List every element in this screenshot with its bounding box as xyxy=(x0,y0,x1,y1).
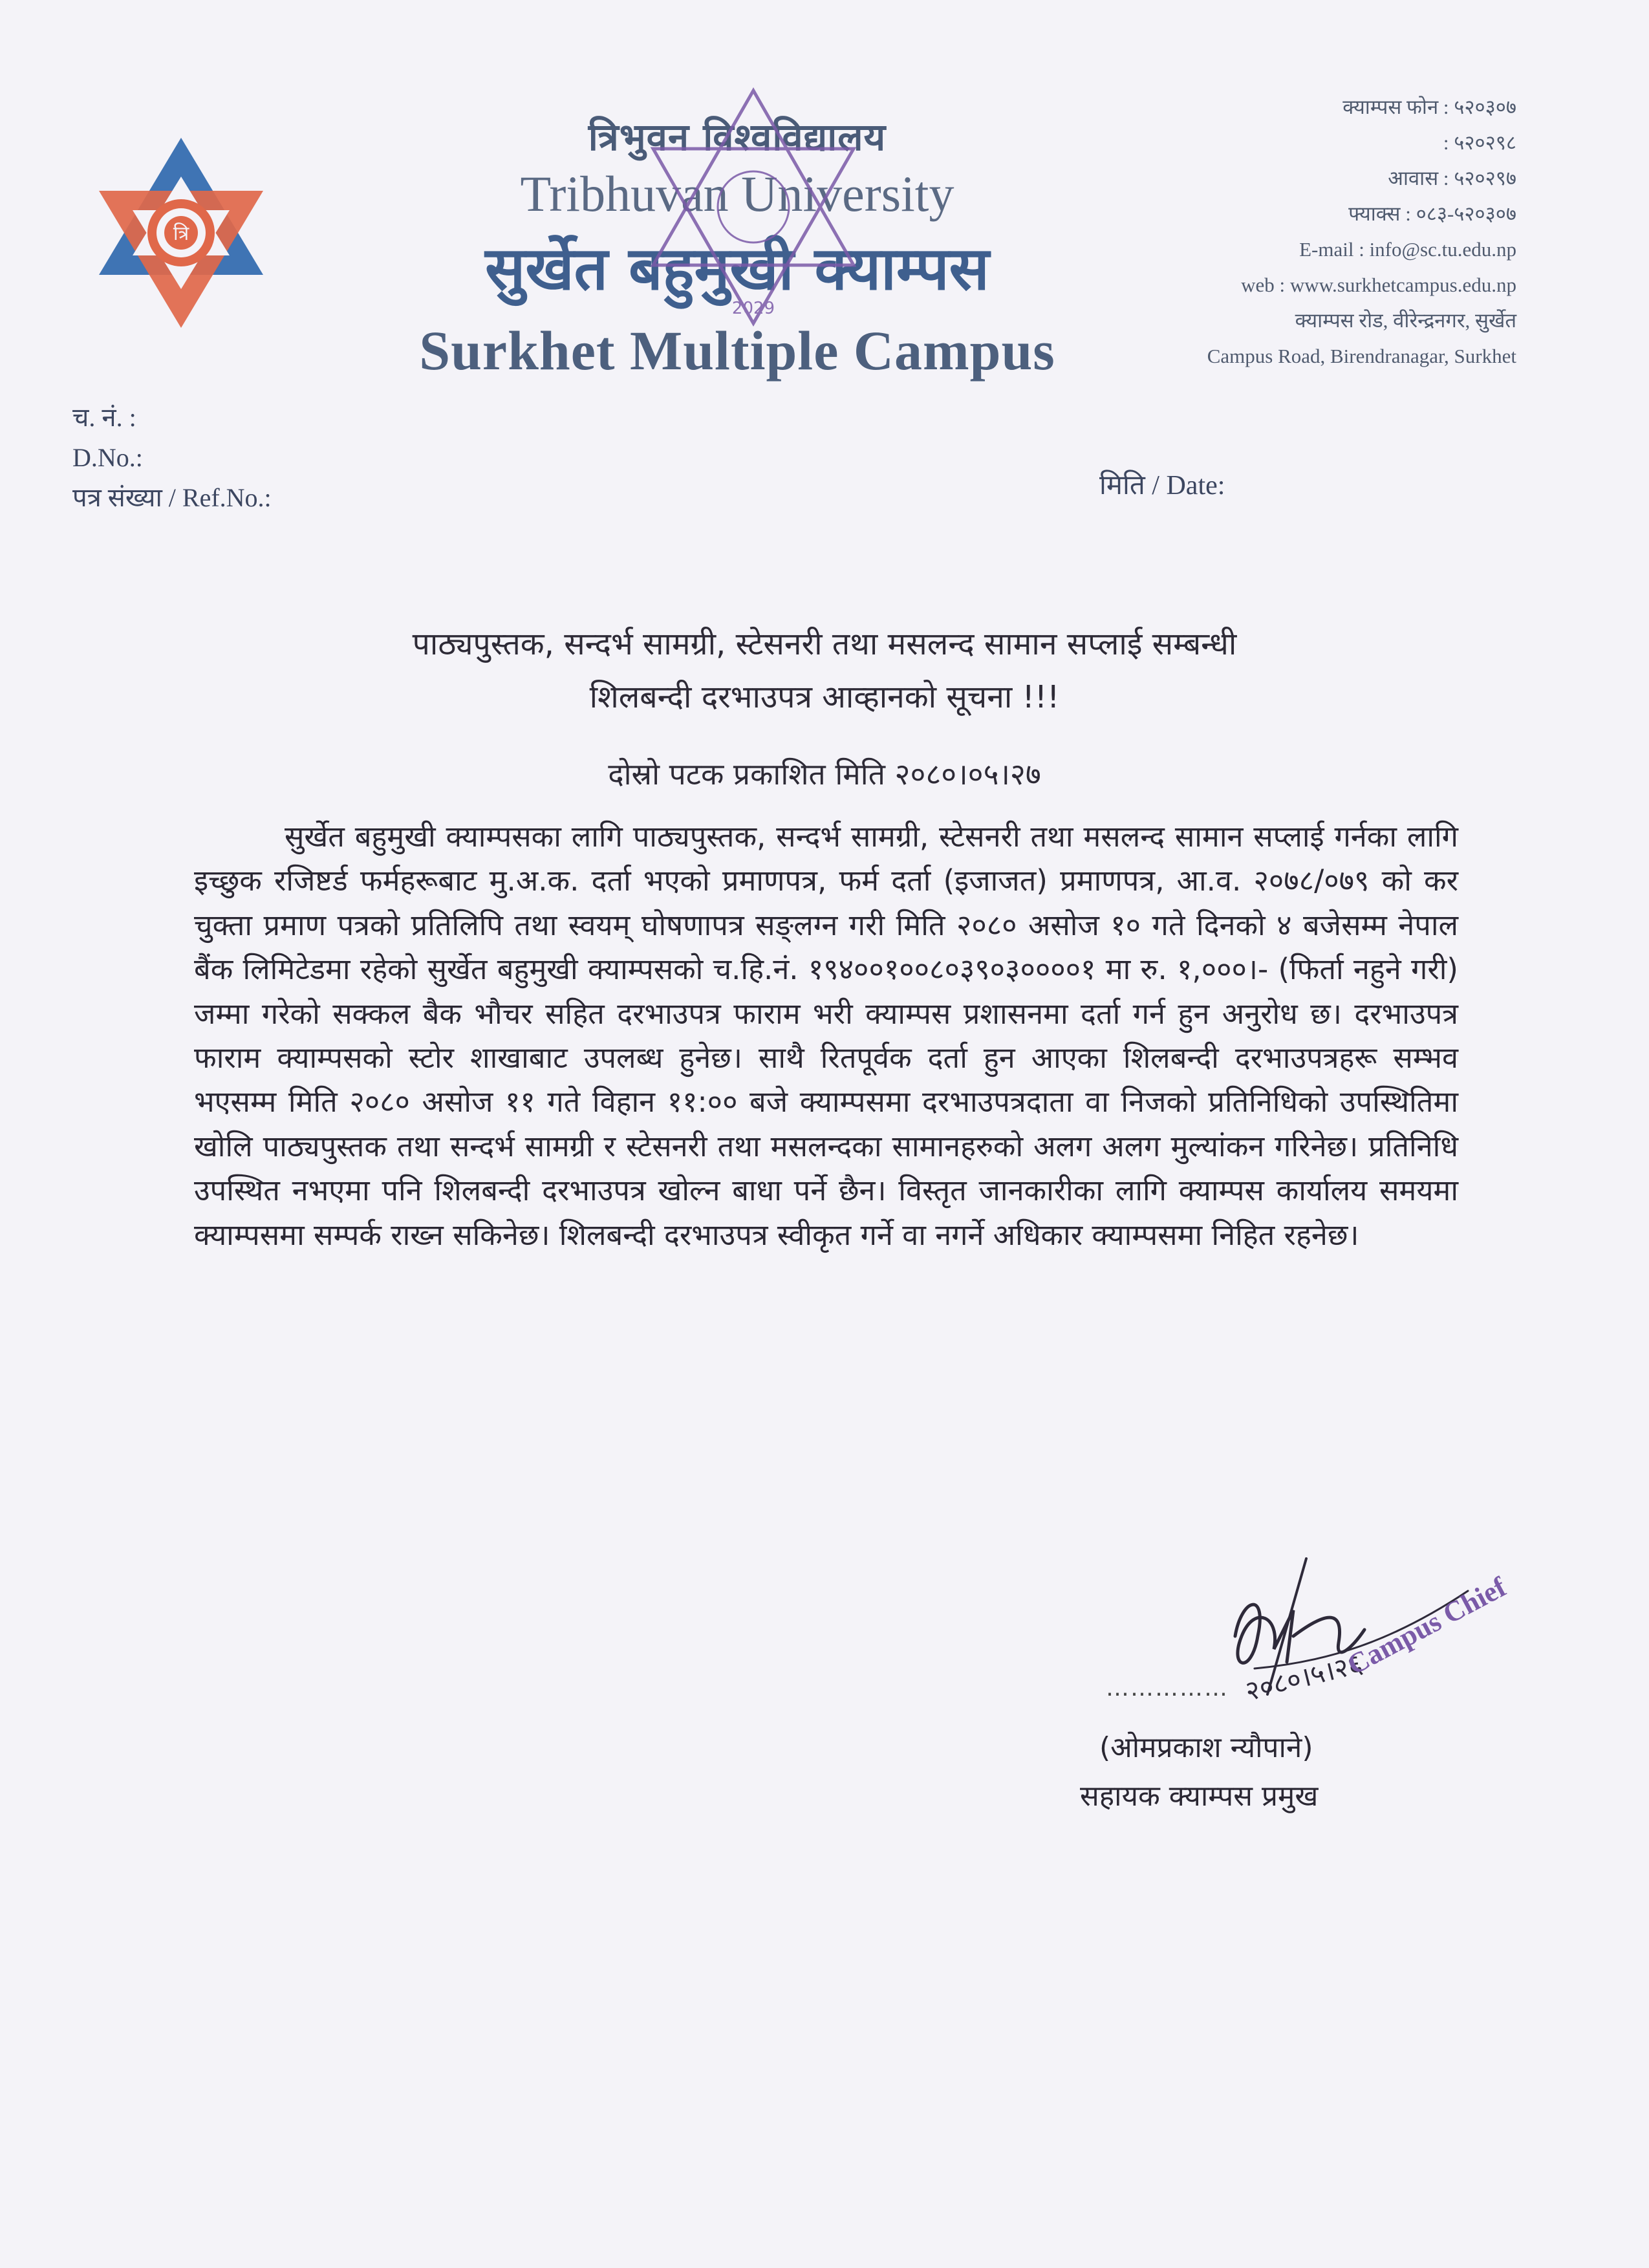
campus-name-np: सुर्खेत बहुमुखी क्याम्पस xyxy=(485,234,989,303)
contact-address-np: क्याम्पस रोड, वीरेन्द्रनगर, सुर्खेत xyxy=(1295,309,1516,332)
handwritten-signature xyxy=(1196,1539,1533,1733)
signature-date: २०८०।५।२६ xyxy=(1242,1647,1366,1707)
notice-body xyxy=(194,815,1458,1257)
signature-line: …………… xyxy=(1106,1675,1229,1701)
university-name-np: त्रिभुवन विश्वविद्यालय xyxy=(588,115,887,159)
contact-email: E-mail : info@sc.tu.edu.np xyxy=(1299,238,1516,261)
notice-title-line-2: शिलबन्दी दरभाउपत्र आव्हानको सूचना !!! xyxy=(589,679,1060,715)
cha-no-label: च. नं. : xyxy=(72,403,136,432)
stamp-year: 2029 xyxy=(731,299,775,318)
notice-title-line-1: पाठ्यपुस्तक, सन्दर्भ सामग्री, स्टेसनरी तथा मसलन्द सामान सप्लाई सम्बन्धी xyxy=(412,626,1237,662)
reference-block xyxy=(72,398,272,518)
published-date: दोस्रो पटक प्रकाशित मिति २०८०।०५।२७ xyxy=(608,757,1041,792)
date-label: मिति / Date: xyxy=(1099,471,1225,501)
campus-seal-stamp xyxy=(647,84,860,343)
notice-body-paragraph: सुर्खेत बहुमुखी क्याम्पसका लागि पाठ्यपुस्तक, सन्दर्भ सामग्री, स्टेसनरी तथा मसलन्द सामान सप्लाई गर्नका लागि इच्छुक रजिष्टर्ड फर्महरूबाट मु.अ.क. दर्ता भएको प्रमाणपत्र, फर्म दर्ता (इजाजत) प्रमाणपत्र, आ.व. २०७८/०७९ को कर चुक्ता प्रमाण पत्रको प्रतिलिपि तथा स्वयम् घोषणापत्र सङ्लग्न गरी मिति २०८० असोज १० गते दिनको ४ बजेसम्म नेपाल बैंक लिमिटेडमा रहेको सुर्खेत बहुमुखी क्याम्पसको च.हि.नं. १९४००१००८०३९०३००००१ मा रु. १,०००।- (फिर्ता नहुने गरी) जम्मा गरेको सक्कल बैक भौचर सहित दरभाउपत्र फाराम भरी क्याम्पस प्रशासनमा दर्ता गर्न हुन अनुरोध छ। दरभाउपत्र फाराम क्याम्पसको स्टोर शाखाबाट उपलब्ध हुनेछ। साथै रितपूर्वक दर्ता हुन आएका शिलबन्दी दरभाउपत्रहरू सम्भव भएसम्म मिति २०८० असोज ११ गते विहान ११:०० बजे क्याम्पसमा दरभाउपत्रदाता वा निजको प्रतिनिधिको उपस्थितिमा खोलि पाठ्यपुस्तक तथा सन्दर्भ सामग्री र स्टेसनरी तथा मसलन्दका सामानहरुको अलग अलग मुल्यांकन गरिनेछ। प्रतिनिधि उपस्थित नभएमा पनि शिलबन्दी दरभाउपत्र खोल्न बाधा पर्ने छैन। विस्तृत जानकारीका लागि क्याम्पस कार्यालय समयमा क्याम्पसमा सम्पर्क राख्न सकिनेछ। शिलबन्दी दरभाउपत्र स्वीकृत गर्ने वा नगर्ने अधिकार क्याम्पसमा निहित रहनेछ। xyxy=(194,819,1458,1252)
campus-chief-stamp: Campus Chief xyxy=(1342,1571,1512,1681)
university-name-en: Tribhuvan University xyxy=(520,166,954,222)
university-logo xyxy=(94,133,268,333)
signatory-designation: सहायक क्याम्पस प्रमुख xyxy=(1080,1780,1319,1813)
contact-phone-1: क्याम्पस फोन : ५२०३०७ xyxy=(1342,96,1516,118)
ref-no-label: पत्र संख्या / Ref.No.: xyxy=(72,483,272,512)
notice-title xyxy=(149,618,1500,724)
contact-residence: आवास : ५२०२९७ xyxy=(1388,167,1516,189)
campus-name-en: Surkhet Multiple Campus xyxy=(419,319,1055,382)
contact-fax: फ्याक्स : ०८३-५२०३०७ xyxy=(1348,202,1516,225)
contact-web: web : www.surkhetcampus.edu.np xyxy=(1241,274,1516,296)
svg-text:त्रि: त्रि xyxy=(173,222,189,245)
dispatch-no-label: D.No.: xyxy=(72,443,143,472)
signatory-name: (ओमप्रकाश न्यौपाने) xyxy=(1099,1731,1313,1764)
contact-phone-2: : ५२०२९८ xyxy=(1443,131,1516,154)
contact-info xyxy=(1064,89,1516,374)
contact-address-en: Campus Road, Birendranagar, Surkhet xyxy=(1207,345,1516,367)
